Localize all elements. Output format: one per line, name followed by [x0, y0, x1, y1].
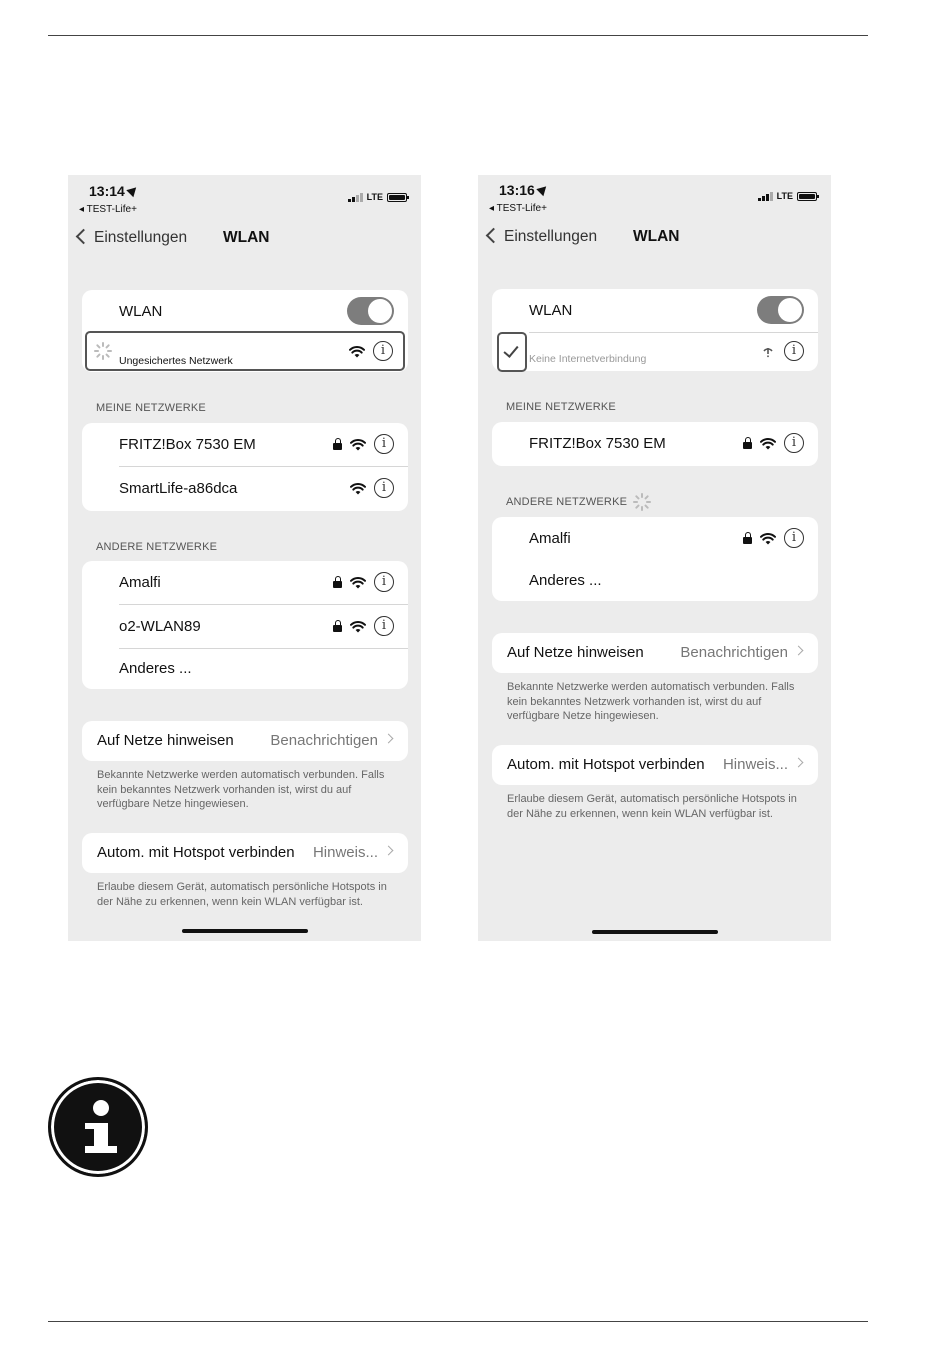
network-row[interactable]: [82, 561, 408, 605]
page-title: WLAN: [633, 228, 680, 245]
ask-join-label: Auf Netze hinweisen: [507, 644, 644, 661]
hotspot-group: [82, 833, 408, 873]
chevron-right-icon: [794, 758, 804, 768]
network-name: FRITZ!Box 7530 EM: [529, 435, 666, 452]
back-to-app[interactable]: ◂ TEST-Life+: [489, 203, 547, 214]
chevron-right-icon: [384, 846, 394, 856]
info-button[interactable]: i: [784, 433, 804, 453]
checkmark-icon: [503, 342, 518, 358]
chevron-right-icon: [794, 646, 804, 656]
back-chevron-icon[interactable]: [76, 229, 92, 245]
other-network-label: Anderes ...: [119, 660, 192, 677]
ask-join-footer: Bekannte Netzwerke werden automatisch verbunden. Falls kein bekanntes Netzwerk vorhanden ist, wirst du auf verfügbare Netze hingewiesen.: [507, 681, 795, 722]
network-name: Amalfi: [529, 530, 571, 547]
location-arrow-icon: [126, 184, 139, 197]
hotspot-value: Hinweis...: [312, 844, 378, 861]
other-networks-header: ANDERE NETZWERKE: [96, 541, 218, 553]
my-networks-header: MEINE NETZWERKE: [506, 401, 616, 413]
other-network-row[interactable]: [82, 647, 408, 691]
network-row[interactable]: [82, 605, 408, 649]
current-network-row[interactable]: [492, 333, 818, 371]
top-rule: [48, 35, 868, 36]
back-button[interactable]: Einstellungen: [504, 228, 598, 245]
ask-join-value: Benachrichtigen: [680, 644, 788, 661]
network-row[interactable]: [82, 467, 408, 511]
status-indicators: [758, 191, 817, 201]
info-note-icon: [48, 1077, 148, 1177]
info-button[interactable]: i: [373, 341, 393, 361]
ask-join-row[interactable]: [492, 631, 818, 675]
network-row[interactable]: [492, 517, 818, 561]
wifi-icon: [760, 532, 776, 545]
current-network-row[interactable]: [85, 331, 405, 371]
hotspot-row[interactable]: [82, 831, 408, 875]
wlan-label: WLAN: [119, 303, 163, 320]
wifi-icon: [350, 620, 366, 633]
lock-icon: [743, 532, 752, 544]
loading-spinner-icon: [633, 493, 651, 511]
battery-icon: [797, 192, 817, 201]
status-time: 13:16: [499, 182, 548, 198]
ask-join-group: [492, 633, 818, 673]
wifi-icon: [350, 576, 366, 589]
network-row[interactable]: [492, 422, 818, 466]
network-name: o2-WLAN89: [119, 618, 201, 635]
battery-icon: [387, 193, 407, 202]
network-name: FRITZ!Box 7530 EM: [119, 436, 256, 453]
status-indicators: [348, 192, 407, 202]
info-button[interactable]: i: [374, 572, 394, 592]
wifi-icon: [350, 482, 366, 495]
other-network-row[interactable]: [492, 559, 818, 603]
other-networks-header: ANDERE NETZWERKE: [506, 496, 628, 508]
page-title: WLAN: [223, 229, 270, 246]
hotspot-value: Hinweis...: [722, 756, 788, 773]
back-chevron-icon[interactable]: [486, 228, 502, 244]
network-type: LTE: [776, 191, 793, 201]
loading-spinner-icon: [94, 342, 112, 360]
network-row[interactable]: [82, 423, 408, 467]
lock-icon: [333, 620, 342, 632]
lock-icon: [333, 576, 342, 588]
wlan-group: [492, 289, 818, 371]
signal-icon: [758, 192, 773, 201]
ask-join-value: Benachrichtigen: [270, 732, 378, 749]
hotspot-footer: Erlaube diesem Gerät, automatisch persönliche Hotspots in der Nähe zu erkennen, wenn kein WLAN verfügbar ist.: [97, 881, 387, 908]
my-networks-group: [492, 422, 818, 466]
ask-join-group: [82, 721, 408, 761]
wlan-toggle-row: [82, 290, 408, 334]
ask-join-row[interactable]: [82, 719, 408, 763]
current-network-label: Ungesichertes Netzwerk: [119, 355, 233, 367]
other-networks-group: [492, 517, 818, 601]
ask-join-label: Auf Netze hinweisen: [97, 732, 234, 749]
wifi-icon: [760, 437, 776, 450]
network-name: SmartLife-a86dca: [119, 480, 238, 497]
location-arrow-icon: [536, 183, 549, 196]
status-time: 13:14: [89, 183, 138, 199]
other-networks-group: [82, 561, 408, 689]
other-network-label: Anderes ...: [529, 572, 602, 589]
nav-bar: [486, 226, 826, 248]
selected-network-checkbox[interactable]: [497, 332, 527, 372]
screenshot-right: [478, 175, 831, 941]
info-button[interactable]: i: [374, 616, 394, 636]
hotspot-group: [492, 745, 818, 785]
wlan-label: WLAN: [529, 302, 573, 319]
info-button[interactable]: i: [374, 478, 394, 498]
back-button[interactable]: Einstellungen: [94, 229, 188, 246]
signal-icon: [348, 193, 363, 202]
wlan-toggle[interactable]: [757, 296, 804, 324]
my-networks-group: [82, 423, 408, 511]
lock-icon: [333, 438, 342, 450]
wifi-exclamation-icon: [760, 345, 776, 358]
wifi-icon: [349, 345, 365, 358]
back-to-app[interactable]: ◂ TEST-Life+: [79, 204, 137, 215]
bottom-rule: [48, 1321, 868, 1322]
info-button[interactable]: i: [784, 341, 804, 361]
nav-bar: [76, 227, 416, 249]
network-type: LTE: [366, 192, 383, 202]
wifi-icon: [350, 438, 366, 451]
screenshot-left: [68, 175, 421, 941]
hotspot-row[interactable]: [492, 743, 818, 787]
home-indicator[interactable]: [182, 929, 308, 933]
current-network-status: Keine Internetverbindung: [529, 353, 647, 365]
hotspot-label: Autom. mit Hotspot verbinden: [97, 844, 295, 861]
my-networks-header: MEINE NETZWERKE: [96, 402, 206, 414]
info-button[interactable]: i: [784, 528, 804, 548]
ask-join-footer: Bekannte Netzwerke werden automatisch verbunden. Falls kein bekanntes Netzwerk vorhanden ist, wirst du auf verfügbare Netze hingewiesen.: [97, 769, 385, 810]
chevron-right-icon: [384, 734, 394, 744]
lock-icon: [743, 437, 752, 449]
hotspot-label: Autom. mit Hotspot verbinden: [507, 756, 705, 773]
home-indicator[interactable]: [592, 930, 718, 934]
hotspot-footer: Erlaube diesem Gerät, automatisch persönliche Hotspots in der Nähe zu erkennen, wenn kein WLAN verfügbar ist.: [507, 793, 797, 820]
info-button[interactable]: i: [374, 434, 394, 454]
wlan-toggle[interactable]: [347, 297, 394, 325]
network-name: Amalfi: [119, 574, 161, 591]
wlan-toggle-row: [492, 289, 818, 333]
